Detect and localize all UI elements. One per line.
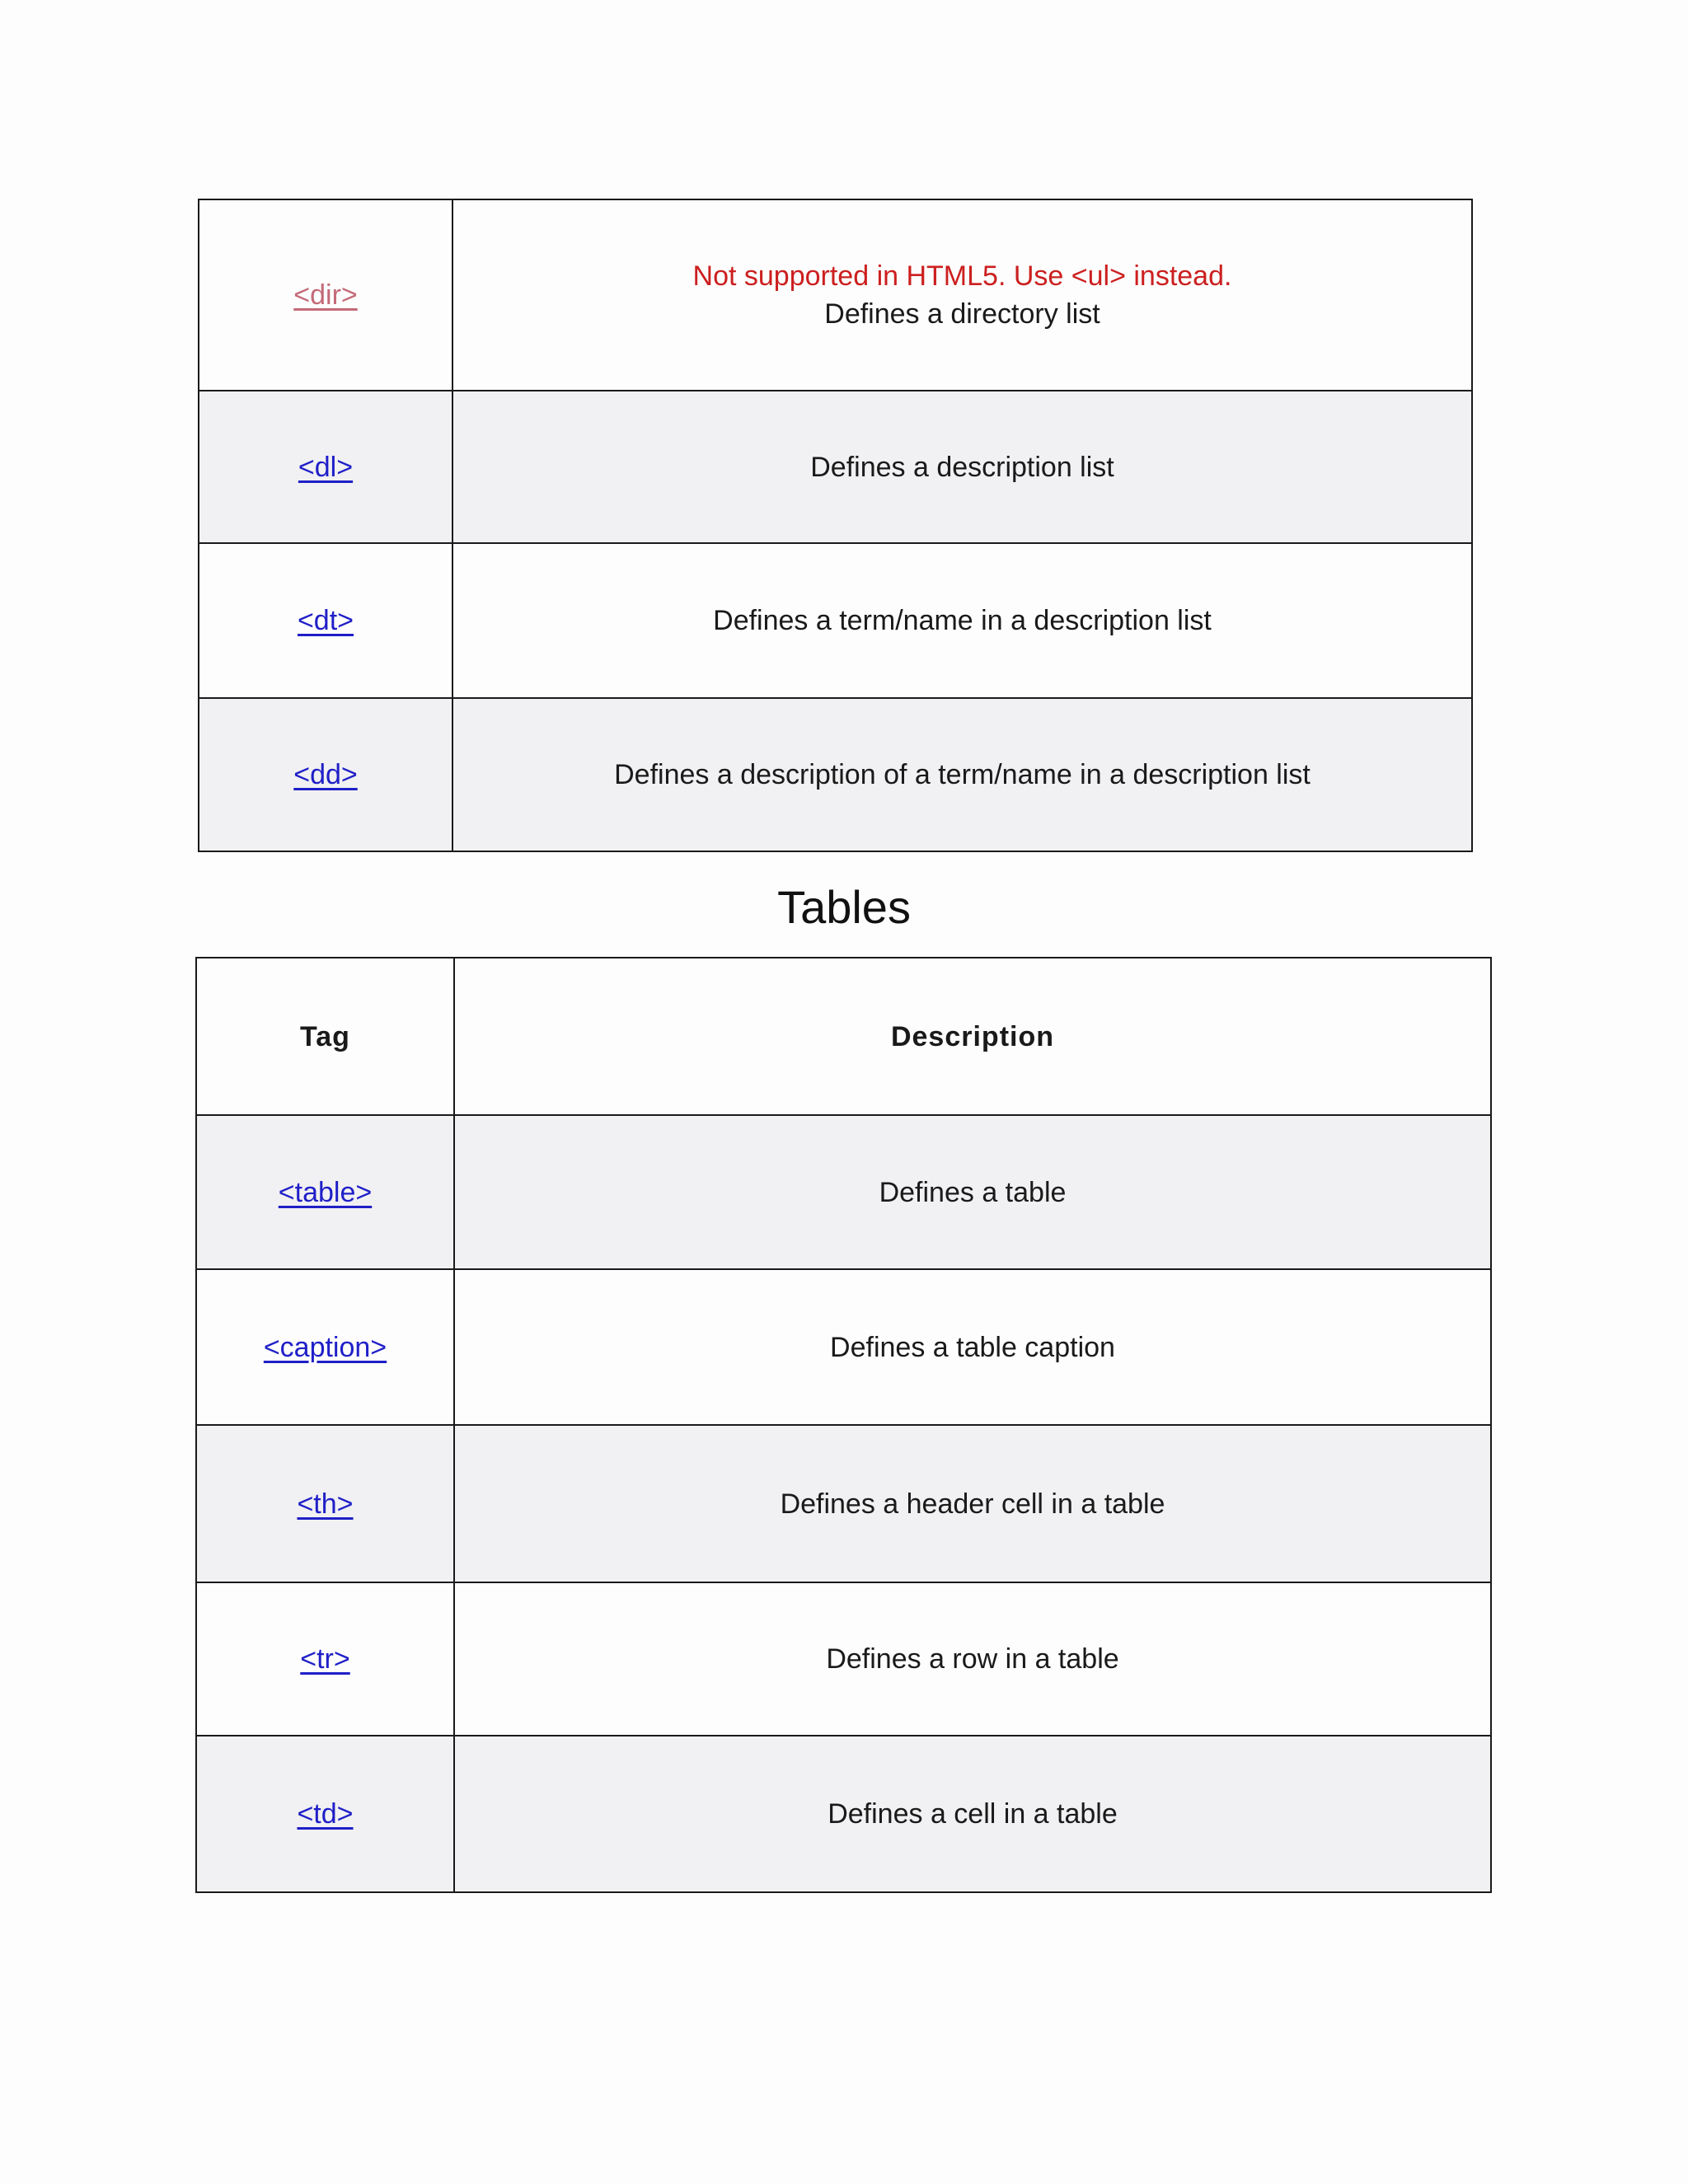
description-cell xyxy=(454,1115,1491,1269)
tag-cell xyxy=(196,1582,454,1736)
table-row xyxy=(199,391,1472,543)
description-cell xyxy=(452,543,1472,698)
tag-cell xyxy=(199,543,452,698)
tag-link-dt[interactable]: <dt> xyxy=(297,605,354,636)
table-row xyxy=(196,1425,1491,1582)
description-cell xyxy=(454,1582,1491,1736)
description-cell xyxy=(452,698,1472,851)
description-text: Defines a table xyxy=(879,1176,1067,1208)
section-title: Tables xyxy=(777,881,911,933)
description-cell xyxy=(454,1269,1491,1425)
table-row xyxy=(199,698,1472,851)
column-header-tag: Tag xyxy=(196,958,454,1115)
tag-cell xyxy=(196,1115,454,1269)
table-row xyxy=(196,1115,1491,1269)
tag-cell xyxy=(199,391,452,543)
table-row xyxy=(196,1269,1491,1425)
table-row xyxy=(199,199,1472,391)
tag-link-th[interactable]: <th> xyxy=(297,1488,354,1520)
description-text: Defines a table caption xyxy=(830,1331,1115,1363)
table-row xyxy=(199,543,1472,698)
tag-link-tr[interactable]: <tr> xyxy=(300,1643,350,1675)
description-cell xyxy=(454,1425,1491,1582)
description-cell xyxy=(452,391,1472,543)
description-cell xyxy=(454,1736,1491,1892)
list-elements-table xyxy=(198,199,1473,852)
tag-link-table[interactable]: <table> xyxy=(278,1176,373,1208)
description-text: Defines a row in a table xyxy=(826,1643,1119,1675)
tag-link-dd[interactable]: <dd> xyxy=(293,759,358,790)
tag-link-caption[interactable]: <caption> xyxy=(263,1331,387,1363)
table-row xyxy=(196,1582,1491,1736)
description-text: Defines a description list xyxy=(810,451,1114,483)
tag-cell xyxy=(199,698,452,851)
description-text: Defines a directory list xyxy=(824,298,1100,330)
column-header-description: Description xyxy=(454,958,1491,1115)
tag-cell xyxy=(196,1425,454,1582)
tag-link-dir[interactable]: <dir> xyxy=(293,279,358,311)
tag-cell xyxy=(196,1269,454,1425)
description-text: Defines a description of a term/name in a description list xyxy=(614,759,1311,790)
tag-link-td[interactable]: <td> xyxy=(297,1798,354,1830)
table-row xyxy=(196,1736,1491,1892)
tag-cell xyxy=(196,1736,454,1892)
description-text: Defines a header cell in a table xyxy=(780,1488,1165,1520)
header-row xyxy=(196,958,1491,1115)
description-cell xyxy=(452,199,1472,391)
description-text: Defines a term/name in a description list xyxy=(713,605,1212,636)
tag-cell xyxy=(199,199,452,391)
deprecation-warning: Not supported in HTML5. Use <ul> instead. xyxy=(692,260,1232,292)
description-text: Defines a cell in a table xyxy=(828,1798,1118,1830)
tables-elements-table xyxy=(195,957,1492,1893)
tag-link-dl[interactable]: <dl> xyxy=(298,451,354,483)
